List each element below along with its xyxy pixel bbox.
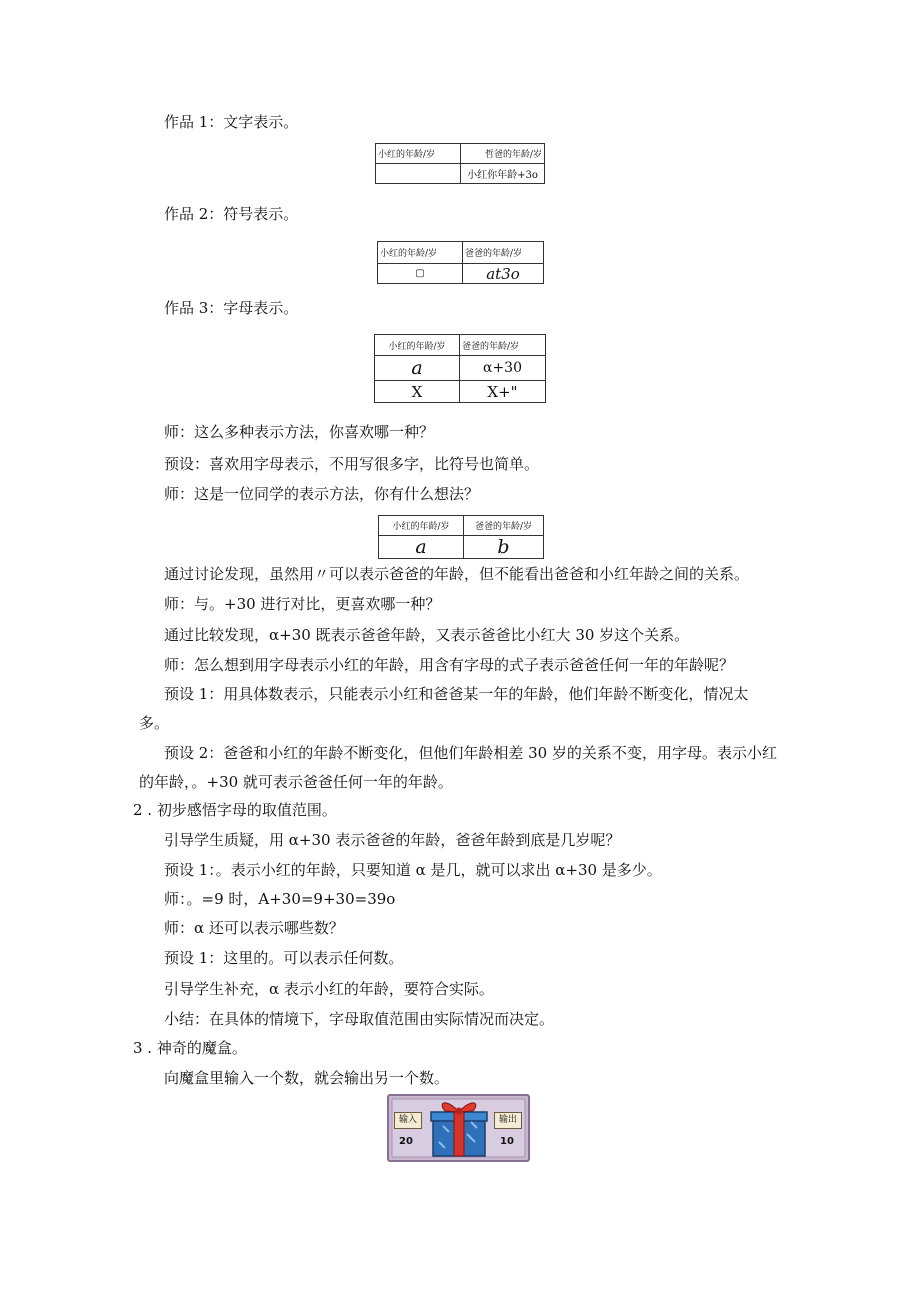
paragraph: 师：怎么想到用字母表示小红的年龄，用含有字母的式子表示爸爸任何一年的年龄呢？ [164,656,735,674]
table-header-xiaohong: 小红的年龄/岁 [378,242,463,264]
paragraph: 师：与。+30 进行对比，更喜欢哪一种？ [164,595,441,613]
table-cell [376,164,461,184]
magic-box-illustration [387,1094,530,1162]
table-symbol-representation [377,241,544,284]
paragraph: 多。 [139,714,170,732]
work-3-label: 作品 3：字母表示。 [164,299,299,317]
table-text-representation [375,143,545,184]
table-cell: a [375,356,460,381]
paragraph: 向魔盒里输入一个数，就会输出另一个数。 [164,1069,450,1087]
table-cell: b [464,536,544,559]
paragraph: 小结：在具体的情境下，字母取值范围由实际情况而决定。 [164,1010,555,1028]
paragraph: 师：。=9 时，A+30=9+30=39o [164,890,396,908]
table-header-xiaohong: 小红的年龄/岁 [375,335,460,356]
table-cell: ▢ [378,264,463,284]
table-header-father: 哲爸的年龄/岁 [461,144,545,164]
table-cell: α+30 [460,356,546,381]
paragraph: 预设 1：用具体数表示，只能表示小红和爸爸某一年的年龄，他们年龄不断变化，情况太 [164,685,749,703]
table-header-father: 爸爸的年龄/岁 [464,516,544,536]
paragraph: 预设 2：爸爸和小红的年龄不断变化，但他们年龄相差 30 岁的关系不变，用字母。表示小红 [164,744,777,762]
magic-box-output-value: 10 [500,1136,514,1147]
table-header-xiaohong: 小红的年龄/岁 [379,516,464,536]
paragraph: 通过讨论发现，虽然用〃可以表示爸爸的年龄，但不能看出爸爸和小红年龄之间的关系。 [164,565,750,583]
paragraph: 引导学生补充，α 表示小红的年龄，要符合实际。 [164,980,494,998]
work-1-label: 作品 1：文字表示。 [164,113,299,131]
table-header-xiaohong: 小红的年龄/岁 [376,144,461,164]
table-classmate-representation [378,515,544,559]
paragraph: 师：这是一位同学的表示方法，你有什么想法？ [164,485,480,503]
paragraph: 预设 1：。表示小红的年龄，只要知道 α 是几，就可以求出 α+30 是多少。 [164,861,662,879]
section-heading: 3 . 神奇的魔盒。 [133,1039,247,1057]
paragraph: 预设：喜欢用字母表示，不用写很多字，比符号也简单。 [164,455,540,473]
table-cell: 小红你年龄+3o [461,164,545,184]
paragraph: 的年龄，。+30 就可表示爸爸任何一年的年龄。 [139,773,453,791]
paragraph: 师：α 还可以表示哪些数？ [164,919,344,937]
magic-box-input-label: 输入 [394,1112,422,1129]
table-header-father: 爸爸的年龄/岁 [460,335,546,356]
table-header-father: 爸爸的年龄/岁 [463,242,544,264]
work-2-label: 作品 2：符号表示。 [164,205,299,223]
table-cell: at3o [463,264,544,284]
magic-box-input-value: 20 [399,1136,413,1147]
magic-box-output-label: 输出 [494,1112,522,1129]
section-heading: 2 . 初步感悟字母的取值范围。 [133,801,337,819]
paragraph: 引导学生质疑，用 α+30 表示爸爸的年龄，爸爸年龄到底是几岁呢？ [164,831,621,849]
table-cell: a [379,536,464,559]
paragraph: 预设 1：这里的。可以表示任何数。 [164,949,404,967]
table-cell: X+" [460,381,546,403]
table-letter-representation [374,334,546,403]
table-cell: X [375,381,460,403]
paragraph: 师：这么多种表示方法，你喜欢哪一种？ [164,423,435,441]
paragraph: 通过比较发现，α+30 既表示爸爸年龄，又表示爸爸比小红大 30 岁这个关系。 [164,626,690,644]
